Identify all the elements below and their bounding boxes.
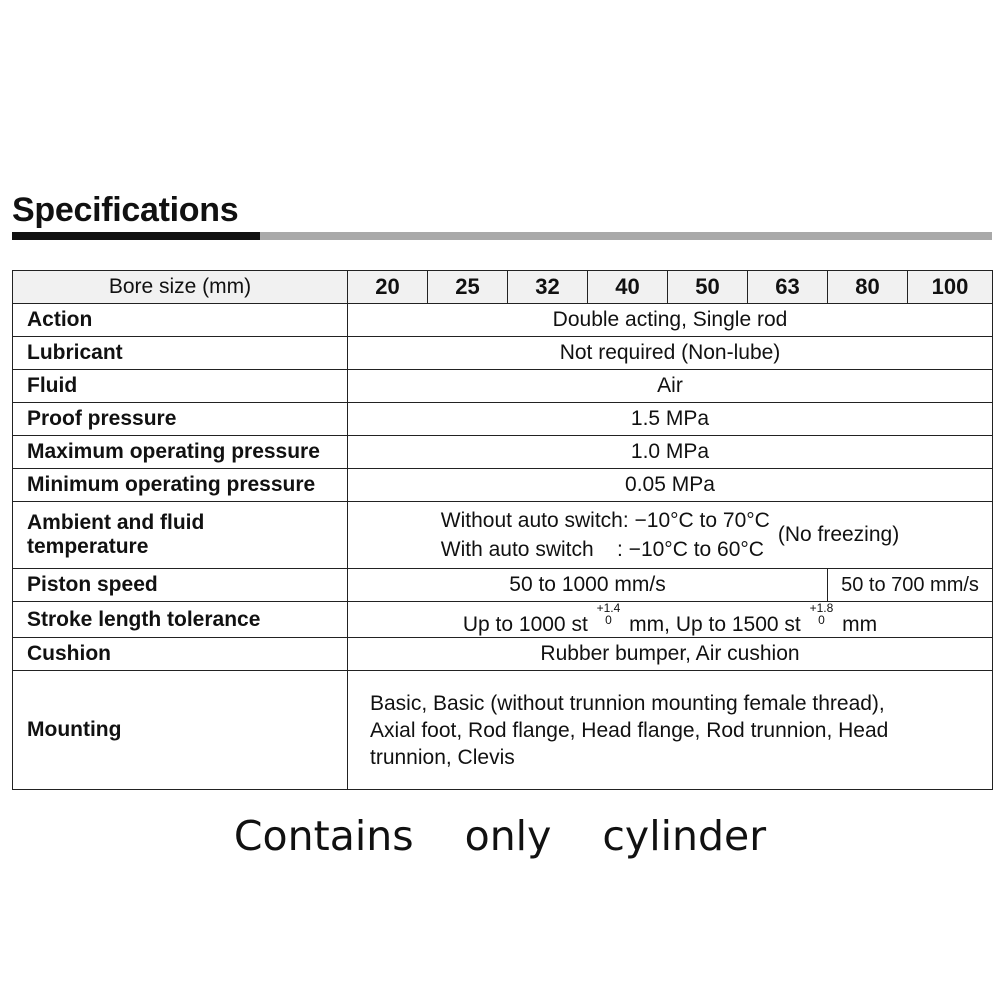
table-row — [13, 403, 993, 436]
tolerance-1500-stack — [810, 602, 834, 626]
title-underline-dark — [12, 232, 260, 240]
bore-size-cell: 63 — [748, 271, 828, 304]
row-value-proof-pressure: 1.5 MPa — [348, 403, 993, 436]
specifications-table — [12, 270, 993, 790]
tolerance-1000-upper: +1.4 — [596, 601, 621, 615]
row-value-mounting — [348, 671, 993, 790]
bore-size-header: Bore size (mm) — [13, 271, 348, 304]
row-value-piston-speed-a: 50 to 1000 mm/s — [348, 569, 828, 602]
mounting-line1: Basic, Basic (without trunnion mounting female thread), — [370, 691, 885, 715]
table-row — [13, 469, 993, 502]
row-label-min-pressure: Minimum operating pressure — [13, 469, 348, 502]
bore-size-cell: 25 — [428, 271, 508, 304]
stroke-tolerance-part2: mm, Up to 1500 st — [629, 613, 801, 636]
bore-size-cell: 32 — [508, 271, 588, 304]
temperature-value-box — [441, 506, 899, 564]
row-label-fluid: Fluid — [13, 370, 348, 403]
row-label-action: Action — [13, 304, 348, 337]
tolerance-1500-lower: 0 — [818, 613, 825, 627]
row-value-max-pressure: 1.0 MPa — [348, 436, 993, 469]
row-label-lubricant: Lubricant — [13, 337, 348, 370]
row-label-proof-pressure: Proof pressure — [13, 403, 348, 436]
row-label-piston-speed: Piston speed — [13, 569, 348, 602]
row-value-fluid: Air — [348, 370, 993, 403]
bore-size-cell: 40 — [588, 271, 668, 304]
temperature-with-switch: With auto switch : −10°C to 60°C — [440, 538, 764, 561]
footer-note-word: only — [464, 812, 552, 860]
tolerance-1000-stack — [597, 602, 621, 626]
title-underline-grey — [260, 232, 992, 240]
stroke-tolerance-part3: mm — [842, 613, 878, 636]
tolerance-1500-upper: +1.8 — [809, 601, 834, 615]
table-row — [13, 671, 993, 790]
table-row — [13, 304, 993, 337]
temperature-label-line2: temperature — [27, 535, 149, 558]
bore-size-cell: 20 — [348, 271, 428, 304]
row-label-stroke-tolerance: Stroke length tolerance — [13, 602, 348, 638]
footer-note-word: cylinder — [602, 812, 767, 860]
mounting-line3: trunnion, Clevis — [370, 745, 515, 769]
stroke-tolerance-part1: Up to 1000 st — [462, 613, 588, 636]
temperature-note: (No freezing) — [777, 523, 900, 546]
row-label-temperature — [13, 502, 348, 569]
page-title: Specifications — [12, 191, 239, 229]
row-value-stroke-tolerance — [348, 602, 993, 638]
table-header-row — [13, 271, 993, 304]
footer-note-word: Contains — [233, 812, 414, 860]
row-label-max-pressure: Maximum operating pressure — [13, 436, 348, 469]
row-value-cushion: Rubber bumper, Air cushion — [348, 638, 993, 671]
table-row — [13, 337, 993, 370]
temperature-without-switch: Without auto switch: −10°C to 70°C — [440, 509, 770, 532]
tolerance-1000-lower: 0 — [605, 613, 612, 627]
temperature-label-line1: Ambient and fluid — [27, 511, 205, 534]
row-label-mounting: Mounting — [13, 671, 348, 790]
footer-note — [0, 812, 1000, 860]
table-row — [13, 370, 993, 403]
row-label-cushion: Cushion — [13, 638, 348, 671]
bore-size-cell: 100 — [908, 271, 993, 304]
table-row — [13, 502, 993, 569]
table-row — [13, 436, 993, 469]
table-row — [13, 569, 993, 602]
row-value-lubricant: Not required (Non-lube) — [348, 337, 993, 370]
row-value-min-pressure: 0.05 MPa — [348, 469, 993, 502]
row-value-action: Double acting, Single rod — [348, 304, 993, 337]
table-row — [13, 602, 993, 638]
bore-size-cell: 80 — [828, 271, 908, 304]
mounting-line2: Axial foot, Rod flange, Head flange, Rod trunnion, Head — [370, 718, 889, 742]
table-row — [13, 638, 993, 671]
row-value-piston-speed-b: 50 to 700 mm/s — [828, 569, 993, 602]
bore-size-cell: 50 — [668, 271, 748, 304]
row-value-temperature — [348, 502, 993, 569]
